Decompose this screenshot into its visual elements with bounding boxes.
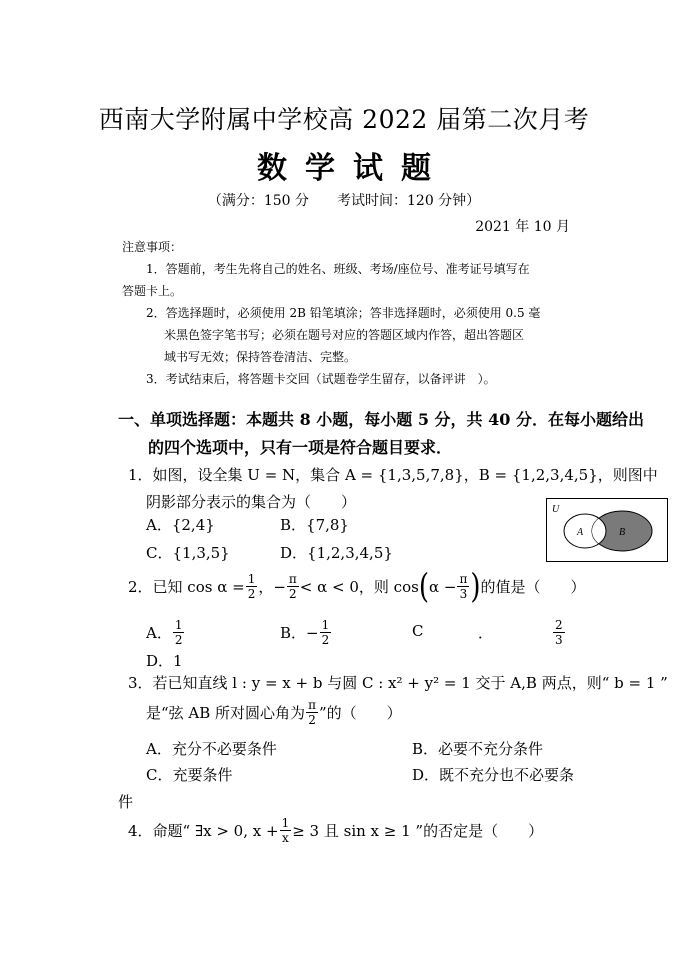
q3-fraction-num: π [308, 698, 316, 712]
exam-subtitle: 数学试题 [257, 151, 449, 186]
notice-item-2-line-2: 米黑色签字笔书写；必须在题号对应的答题区域内作答，超出答题区 [164, 328, 525, 342]
section-heading-line-1: 一、单项选择题：本题共 8 小题，每小题 5 分，共 40 分．在每小题给出 [118, 410, 644, 429]
q4-fraction-num: 1 [281, 816, 290, 830]
q2-part-1: 2．已知 cos α = [128, 577, 245, 596]
venn-diagram [546, 498, 668, 562]
q1-option-c: C．{1,3,5} [146, 544, 230, 562]
q4-part-1: 4．命题“ ∃x > 0, x + [128, 821, 279, 840]
q2-fraction-3-num: π [459, 572, 468, 586]
q2-option-a-label: A． [146, 624, 172, 642]
q2-option-c-fraction [553, 618, 565, 647]
q2-option-b [280, 618, 332, 647]
q4-stem [128, 816, 543, 845]
venn-label-a: A [577, 527, 584, 538]
q3-option-a: A．充分不必要条件 [146, 740, 277, 758]
q3-option-d: D．既不充分也不必要条 [412, 766, 575, 784]
exam-date: 2021 年 10 月 [475, 219, 570, 235]
q3-option-d-wrap: 件 [118, 793, 134, 811]
q3-stem-line-1: 3．若已知直线 l : y = x + b 与圆 C : x² + y² = 1 交于 A,B 两点，则“ b = 1 ” [128, 674, 668, 692]
q2-part-2: ，− [258, 577, 286, 596]
exam-title: 西南大学附属中学校高 2022 届第二次月考 [98, 105, 590, 134]
q2-fraction-3-den: 3 [459, 587, 468, 601]
q2-option-d: D．1 [146, 652, 183, 670]
q3-option-b: B．必要不充分条件 [412, 740, 544, 758]
q2-fraction-3 [457, 572, 469, 601]
q1-option-b: B．{7,8} [280, 516, 349, 534]
notice-item-2-line-3: 域书写无效；保持答卷清洁、完整。 [164, 350, 357, 364]
q2-option-a [146, 618, 185, 647]
q1-stem-line-2: 阴影部分表示的集合为（ ） [146, 493, 357, 511]
q2-part-5: 的值是（ ） [480, 577, 586, 596]
q1-option-d: D．{1,2,3,4,5} [280, 544, 393, 562]
q3-fraction [306, 698, 318, 727]
q2-fraction-1-den: 2 [247, 587, 256, 601]
q3-option-c: C．充要条件 [146, 766, 233, 784]
q2-option-c-dot: ． [478, 624, 494, 642]
q2-left-paren: ( [418, 567, 429, 606]
q3-stem-line-2 [146, 698, 402, 727]
q4-part-2: ≥ 3 且 sin x ≥ 1 ”的否定是（ ） [292, 821, 544, 840]
q3-line-2-part-2: ”的（ ） [318, 703, 402, 722]
q2-option-b-den: 2 [321, 633, 330, 647]
q3-line-2-part-1: 是“弦 AB 所对圆心角为 [146, 703, 306, 722]
q2-part-4: α − [428, 577, 457, 596]
venn-label-u: U [552, 504, 560, 515]
notice-heading: 注意事项： [122, 240, 183, 254]
q3-fraction-den: 2 [308, 713, 316, 727]
q2-right-paren: ) [470, 567, 481, 606]
q2-part-3: < α < 0，则 cos [299, 577, 419, 596]
notice-item-1-line-1: 1．答题前，考生先将自己的姓名、班级、考场/座位号、准考证号填写在 [146, 262, 530, 276]
q2-option-c-value [552, 618, 566, 647]
q2-option-a-num: 1 [174, 618, 183, 632]
q2-option-c-den: 3 [555, 633, 563, 647]
q4-fraction-den: x [281, 831, 289, 845]
section-heading-line-2: 的四个选项中，只有一项是符合题目要求． [148, 438, 453, 457]
exam-meta: （满分：150 分 考试时间：120 分钟） [207, 193, 481, 209]
q2-fraction-1 [246, 572, 258, 601]
q2-option-b-label: B．− [280, 624, 319, 642]
q2-option-b-num: 1 [321, 618, 330, 632]
venn-label-b: B [619, 527, 626, 538]
notice-item-2-line-1: 2．答选择题时，必须使用 2B 铅笔填涂；答非选择题时，必须使用 0.5 毫 [146, 306, 541, 320]
q2-fraction-2 [287, 572, 299, 601]
q2-option-b-fraction [320, 618, 332, 647]
q2-fraction-2-den: 2 [289, 587, 297, 601]
q2-stem [128, 567, 586, 606]
q1-stem-line-1: 1．如图，设全集 U = N，集合 A = {1,3,5,7,8}，B = {1,2,3,4,5}，则图中 [128, 466, 658, 484]
q2-option-a-fraction [173, 618, 185, 647]
q4-fraction [280, 816, 292, 845]
q2-option-a-den: 2 [174, 633, 183, 647]
q2-fraction-2-num: π [288, 572, 297, 586]
q2-option-c-num: 2 [555, 618, 563, 632]
notice-item-3: 3．考试结束后，将答题卡交回（试题卷学生留存，以备评讲 ）。 [146, 372, 496, 386]
q1-option-a: A．{2,4} [146, 516, 215, 534]
notice-item-1-line-2: 答题卡上。 [122, 284, 183, 298]
q2-fraction-1-num: 1 [247, 572, 256, 586]
q2-option-c-label: C [412, 622, 424, 640]
